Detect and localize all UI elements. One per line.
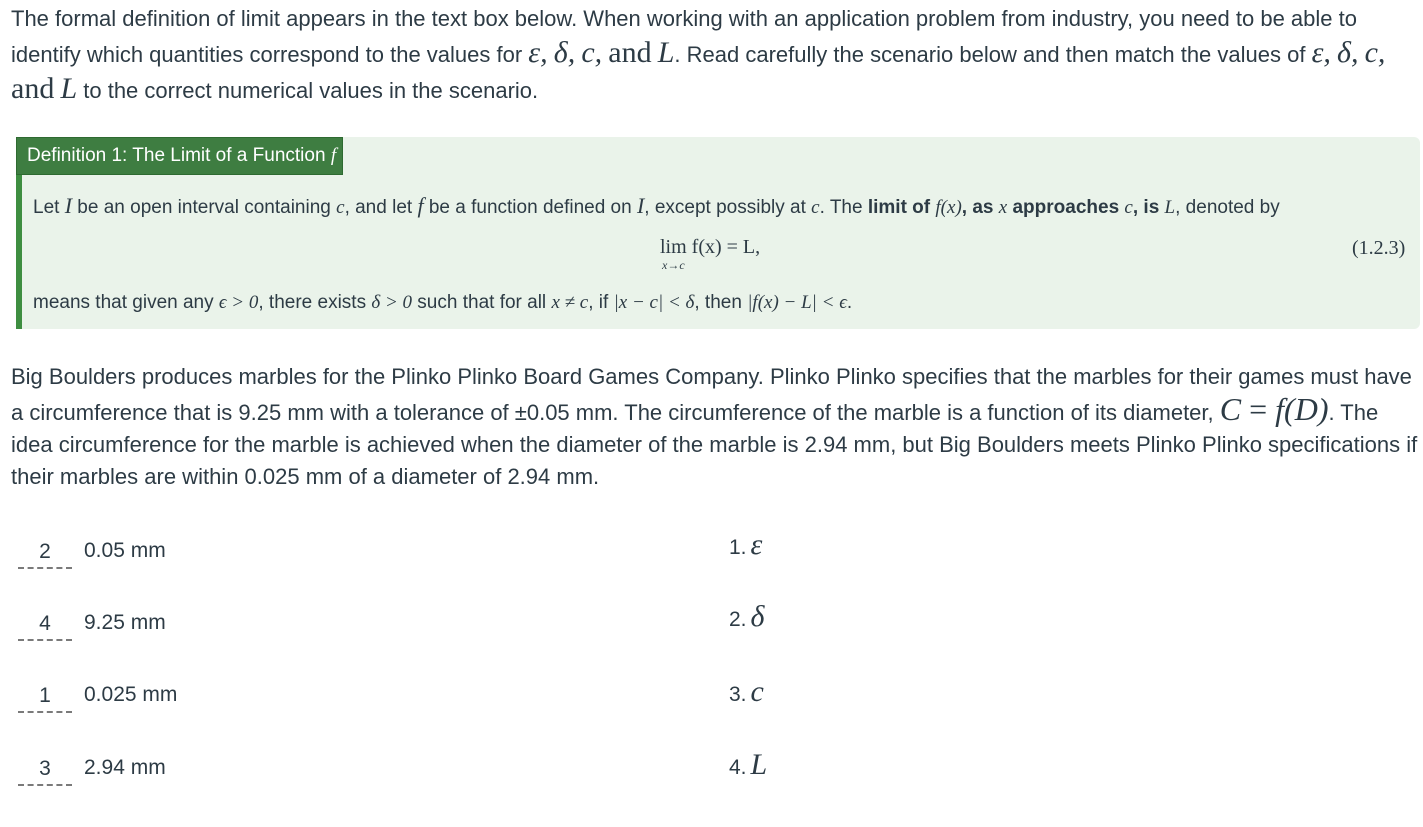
intro-text-3: to the correct numerical values in the scenario. xyxy=(77,78,539,103)
choice-symbol: c xyxy=(750,675,764,708)
definition-title-f: f xyxy=(330,145,337,166)
match-value: 0.05 mm xyxy=(84,539,166,562)
definition-line-1: Let I be an open interval containing c, and let f be a function defined on I, except possibly at c. The limit of f(x), as x approaches c, is L, denoted by xyxy=(33,193,1280,218)
definition-equation: lim f(x) = L, x→c xyxy=(660,236,761,272)
intro-text-2: . Read carefully the scenario below and then match the values of xyxy=(674,42,1312,67)
symbol-delta-2: δ, xyxy=(1337,36,1359,69)
definition-line-3: means that given any ϵ > 0, there exists δ > 0 such that for all x ≠ c, if |x − c| < δ, then |f(x) − L| < ϵ. xyxy=(33,292,853,313)
match-value: 9.25 mm xyxy=(84,611,166,634)
symbol-and: and xyxy=(608,36,652,69)
symbol-L-2: L xyxy=(60,72,78,105)
match-value: 2.94 mm xyxy=(84,756,166,779)
choice-item: 2. δ xyxy=(729,600,765,633)
symbol-and-2: and xyxy=(11,72,55,105)
answer-blank[interactable]: 2 xyxy=(18,537,72,569)
match-value: 0.025 mm xyxy=(84,683,178,706)
choice-symbol: δ xyxy=(750,600,765,633)
answer-blank[interactable]: 3 xyxy=(18,754,72,786)
choice-item: 3. c xyxy=(729,675,764,708)
equation-number: (1.2.3) xyxy=(1352,237,1406,259)
symbol-epsilon: ε, xyxy=(528,36,548,69)
math-C: C xyxy=(1219,391,1242,427)
symbol-L: L xyxy=(657,36,675,69)
math-fD: f(D) xyxy=(1275,391,1329,427)
intro-paragraph xyxy=(11,2,1416,108)
choice-item: 1. ε xyxy=(729,528,763,561)
choice-item: 4. L xyxy=(729,748,768,781)
choice-symbol: L xyxy=(750,748,768,781)
intro-text-1: The formal definition of limit appears in the text box below. When working with an application problem from industry, you need to be able to identify which quantities correspond to the values for xyxy=(11,6,1357,67)
definition-title: Definition 1: The Limit of a Function f xyxy=(16,137,343,175)
choice-symbol: ε xyxy=(750,528,763,561)
symbol-epsilon-2: ε, xyxy=(1311,36,1331,69)
equation-subscript: x→c xyxy=(662,258,685,272)
symbol-c: c, xyxy=(581,36,603,69)
symbol-delta: δ, xyxy=(553,36,576,69)
answer-blank[interactable]: 4 xyxy=(18,609,72,641)
answer-blank[interactable]: 1 xyxy=(18,681,72,713)
symbol-c-2: c, xyxy=(1364,36,1386,69)
scenario-paragraph: Big Boulders produces marbles for the Plinko Plinko Board Games Company. Plinko Plinko specifies that the marbles for their games must have a circumference that is 9.25 mm with a tolerance of ±0.05 mm. The circumference of the marble is a function of its diameter, C = f(D). The idea circumference for the marble is achieved when the diameter of the marble is 2.94 mm, but Big Boulders meets Plinko Plinko specifications if their marbles are within 0.025 mm of a diameter of 2.94 mm. xyxy=(11,364,1418,489)
